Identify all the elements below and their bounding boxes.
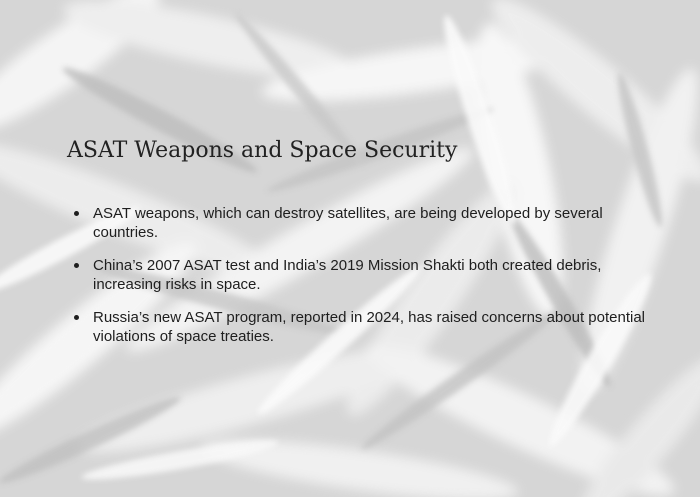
bullet-dot-icon [74, 211, 79, 216]
bullet-list [73, 204, 653, 360]
bullet-text: Russia’s new ASAT program, reported in 2024, has raised concerns about potential violations of space treaties. [93, 309, 645, 345]
bullet-dot-icon [74, 315, 79, 320]
bullet-item [73, 256, 653, 294]
bullet-text: ASAT weapons, which can destroy satellites, are being developed by several countries. [93, 205, 603, 241]
bullet-dot-icon [74, 263, 79, 268]
bullet-text: China’s 2007 ASAT test and India’s 2019 Mission Shakti both created debris, increasing risks in space. [93, 257, 602, 293]
bullet-item [73, 204, 653, 242]
bullet-item [73, 308, 653, 346]
slide-title: ASAT Weapons and Space Security [67, 138, 458, 163]
